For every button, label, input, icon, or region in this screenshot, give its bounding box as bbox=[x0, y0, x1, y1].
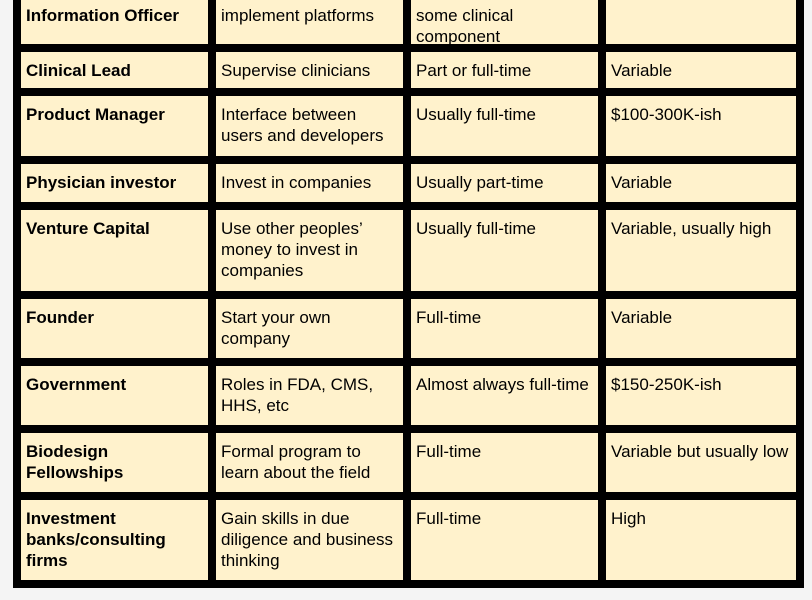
cell-pay: $100-300K-ish bbox=[606, 96, 796, 156]
cell-pay: $150-250K-ish bbox=[606, 366, 796, 425]
cell-commitment: Part or full-time bbox=[411, 52, 598, 88]
cell-commitment: Full-time bbox=[411, 299, 598, 358]
cell-description: Start your own company bbox=[216, 299, 403, 358]
cell-pay: Variable bbox=[606, 52, 796, 88]
cell-pay: Variable bbox=[606, 299, 796, 358]
cell-role: Venture Capital bbox=[21, 210, 208, 291]
cell-pay bbox=[606, 0, 796, 44]
cell-description: Supervise clinicians bbox=[216, 52, 403, 88]
cell-commitment: Usually full-time bbox=[411, 96, 598, 156]
cell-description: Roles in FDA, CMS, HHS, etc bbox=[216, 366, 403, 425]
cell-commitment: Full-time bbox=[411, 500, 598, 580]
cell-role: Government bbox=[21, 366, 208, 425]
cell-pay: High bbox=[606, 500, 796, 580]
cell-role: Biodesign Fellowships bbox=[21, 433, 208, 492]
cell-role: Investment banks/consulting firms bbox=[21, 500, 208, 580]
cell-commitment: Usually part-time bbox=[411, 164, 598, 202]
cell-role: Clinical Lead bbox=[21, 52, 208, 88]
cell-role: Physician investor bbox=[21, 164, 208, 202]
cell-pay: Variable, usually high bbox=[606, 210, 796, 291]
cell-description: Formal program to learn about the field bbox=[216, 433, 403, 492]
cell-commitment: Usually full-time bbox=[411, 210, 598, 291]
cell-description: Invest in companies bbox=[216, 164, 403, 202]
cell-description: Interface between users and developers bbox=[216, 96, 403, 156]
cell-description: Use other peoples’ money to invest in companies bbox=[216, 210, 403, 291]
cell-role: Product Manager bbox=[21, 96, 208, 156]
cell-role: Information Officer bbox=[21, 0, 208, 44]
cell-description: implement platforms bbox=[216, 0, 403, 44]
career-table bbox=[13, 0, 804, 588]
cell-commitment: some clinical component bbox=[411, 0, 598, 44]
cell-commitment: Almost always full-time bbox=[411, 366, 598, 425]
cell-role: Founder bbox=[21, 299, 208, 358]
cell-pay: Variable bbox=[606, 164, 796, 202]
cell-pay: Variable but usually low bbox=[606, 433, 796, 492]
cell-description: Gain skills in due diligence and business thinking bbox=[216, 500, 403, 580]
cell-commitment: Full-time bbox=[411, 433, 598, 492]
